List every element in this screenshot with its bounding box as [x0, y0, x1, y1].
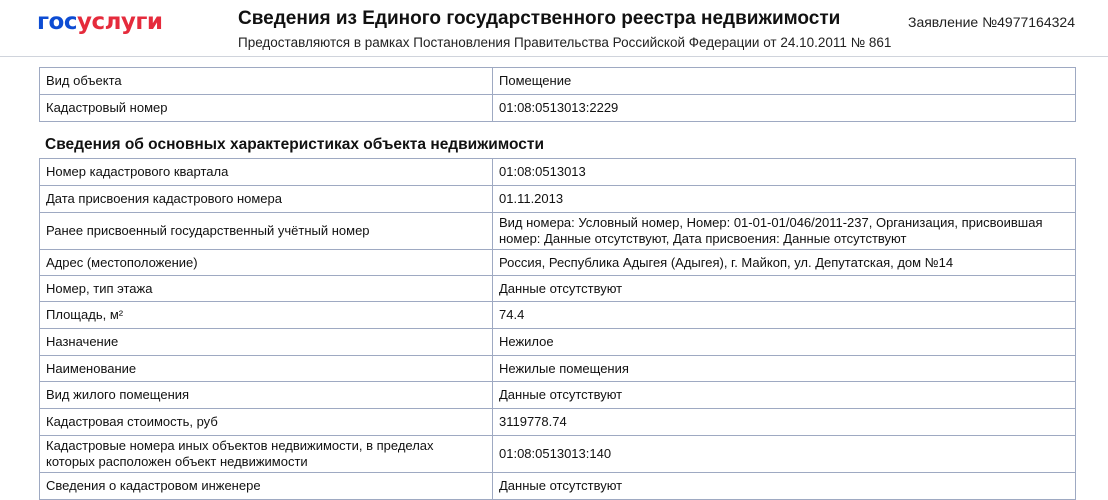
- row-key: Наименование: [40, 356, 493, 382]
- row-value: Россия, Республика Адыгея (Адыгея), г. Майкоп, ул. Депутатская, дом №14: [493, 250, 1076, 276]
- row-key: Кадастровый номер: [40, 95, 493, 122]
- row-key: Вид объекта: [40, 68, 493, 95]
- row-key: Дата присвоения кадастрового номера: [40, 186, 493, 213]
- table-row: [40, 186, 1076, 213]
- row-key: Ранее присвоенный государственный учётный номер: [40, 213, 493, 250]
- table-row: [40, 68, 1076, 95]
- row-value: 01:08:0513013:140: [493, 436, 1076, 473]
- logo-text-part2: услуги: [76, 9, 163, 35]
- page-header: [0, 0, 1108, 57]
- table-row: [40, 436, 1076, 473]
- table-row: [40, 250, 1076, 276]
- logo-text-part1: гос: [37, 9, 77, 35]
- table-row: [40, 213, 1076, 250]
- row-value: Вид номера: Условный номер, Номер: 01-01-01/046/2011-237, Организация, присвоившая номер: Данные отсутствуют, Дата присвоения: Данные отсутствуют: [493, 213, 1076, 250]
- application-number: Заявление №4977164324: [907, 14, 1075, 30]
- row-key: Вид жилого помещения: [40, 382, 493, 409]
- section-title: Сведения об основных характеристиках объекта недвижимости: [45, 136, 544, 153]
- table-row: [40, 329, 1076, 356]
- row-value: Данные отсутствуют: [493, 382, 1076, 409]
- table-row: [40, 356, 1076, 382]
- row-value: 01:08:0513013: [493, 159, 1076, 186]
- row-value: Помещение: [493, 68, 1076, 95]
- document-title: Сведения из Единого государственного реестра недвижимости: [238, 8, 841, 29]
- row-key: Площадь, м²: [40, 302, 493, 329]
- row-key: Назначение: [40, 329, 493, 356]
- row-value: Нежилое: [493, 329, 1076, 356]
- gosuslugi-logo[interactable]: [37, 9, 163, 35]
- table-row: [40, 159, 1076, 186]
- row-value: Данные отсутствуют: [493, 276, 1076, 302]
- row-key: Номер, тип этажа: [40, 276, 493, 302]
- characteristics-table: [39, 158, 1076, 500]
- table-row: [40, 95, 1076, 122]
- row-value: 74.4: [493, 302, 1076, 329]
- table-row: [40, 302, 1076, 329]
- row-value: Данные отсутствуют: [493, 473, 1076, 500]
- row-key: Номер кадастрового квартала: [40, 159, 493, 186]
- row-key: Адрес (местоположение): [40, 250, 493, 276]
- document-subtitle: Предоставляются в рамках Постановления Правительства Российской Федерации от 24.10.2011 № 861: [238, 35, 892, 50]
- row-value: 01.11.2013: [493, 186, 1076, 213]
- object-info-table: [39, 67, 1076, 122]
- row-value: Нежилые помещения: [493, 356, 1076, 382]
- row-key: Сведения о кадастровом инженере: [40, 473, 493, 500]
- row-key: Кадастровая стоимость, руб: [40, 409, 493, 436]
- row-value: 3119778.74: [493, 409, 1076, 436]
- table-row: [40, 382, 1076, 409]
- table-row: [40, 276, 1076, 302]
- document-body: [39, 67, 1076, 500]
- row-value: 01:08:0513013:2229: [493, 95, 1076, 122]
- table-row: [40, 409, 1076, 436]
- row-key: Кадастровые номера иных объектов недвижимости, в пределах которых расположен объект недвижимости: [40, 436, 493, 473]
